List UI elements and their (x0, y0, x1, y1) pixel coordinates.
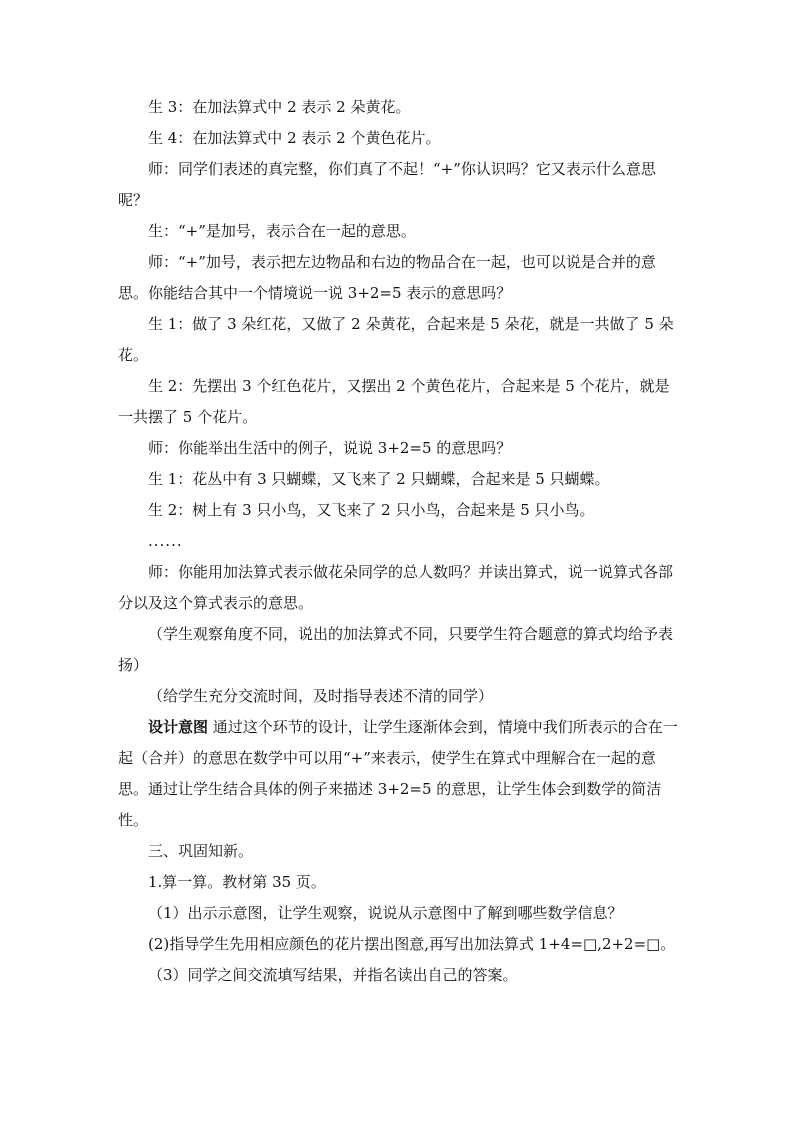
ellipsis: ...... (148, 532, 183, 550)
dialogue-teacher-total-count: 师：你能用加法算式表示做花朵同学的总人数吗？并读出算式，说一说算式各部分以及这个算式表示的意思。 (118, 563, 674, 612)
note-praise-students: （学生观察角度不同，说出的加法算式不同，只要学生符合题意的算式均给予表扬） (118, 625, 674, 674)
exercise-step-1: （1）出示示意图，让学生观察，说说从示意图中了解到哪些数学信息？ (148, 904, 623, 922)
design-intent-text: 通过这个环节的设计，让学生逐渐体会到，情境中我们所表示的合在一起（合并）的意思在数学中可以用“+”来表示，使学生在算式中理解合在一起的意思。通过让学生结合具体的例子来描述 3+2=5 的意思，让学生体会到数学的简洁性。 (118, 718, 678, 829)
dialogue-teacher-plus-explain: 师：“+”加号，表示把左边物品和右边的物品合在一起，也可以说是合并的意思。你能结合其中一个情境说一说 3+2=5 表示的意思吗？ (118, 253, 656, 302)
exercise-step-3: （3）同学之间交流填写结果，并指名读出自己的答案。 (148, 966, 518, 984)
dialogue-teacher-plus-question: 师：同学们表述的真完整，你们真了不起！“+”你认识吗？它又表示什么意思呢？ (118, 160, 656, 209)
dialogue-student-3: 生 3：在加法算式中 2 表示 2 朵黄花。 (148, 98, 411, 116)
design-intent-label: 设计意图 (148, 718, 209, 736)
dialogue-student-2-birds: 生 2：树上有 3 只小鸟，又飞来了 2 只小鸟，合起来是 5 只小鸟。 (148, 501, 595, 519)
dialogue-teacher-life-example: 师：你能举出生活中的例子，说说 3+2=5 的意思吗？ (148, 439, 512, 457)
dialogue-student-1-butterflies: 生 1：花丛中有 3 只蝴蝶，又飞来了 2 只蝴蝶，合起来是 5 只蝴蝶。 (148, 470, 610, 488)
document-page (118, 92, 678, 991)
exercise-step-2: (2)指导学生先用相应颜色的花片摆出图意,再写出加法算式 1+4=□,2+2=□。 (148, 935, 676, 953)
dialogue-student-4: 生 4：在加法算式中 2 表示 2 个黄色花片。 (148, 129, 441, 147)
dialogue-student-2-chips: 生 2：先摆出 3 个红色花片，又摆出 2 个黄色花片，合起来是 5 个花片，就是一共摆了 5 个花片。 (118, 377, 670, 426)
section-heading-consolidate: 三、巩固知新。 (148, 842, 254, 860)
design-intent-paragraph (118, 712, 678, 836)
exercise-item-1: 1.算一算。教材第 35 页。 (148, 873, 326, 891)
dialogue-student-plus-answer: 生：“+”是加号，表示合在一起的意思。 (148, 222, 416, 240)
dialogue-student-1-flowers: 生 1：做了 3 朵红花，又做了 2 朵黄花，合起来是 5 朵花，就是一共做了 5 朵花。 (118, 315, 674, 364)
note-exchange-time: （给学生充分交流时间，及时指导表述不清的同学） (148, 687, 494, 705)
